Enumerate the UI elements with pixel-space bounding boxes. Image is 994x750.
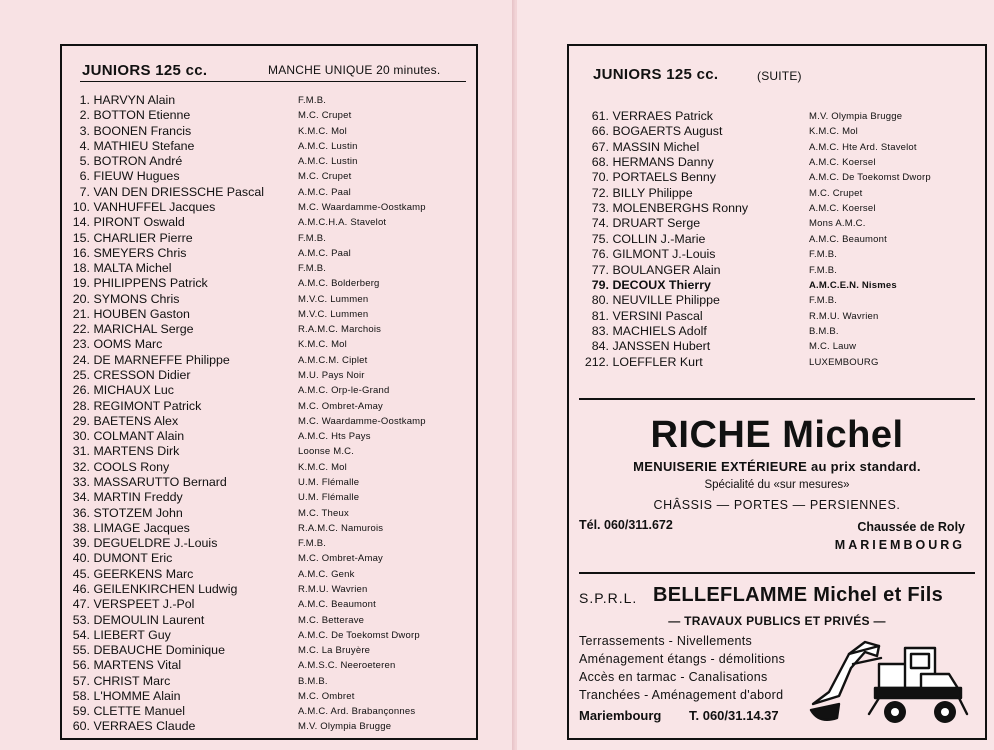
entry-name: CHARLIER Pierre	[90, 230, 193, 245]
entry-number: 22.	[72, 322, 90, 337]
entry-club: K.M.C. Mol	[298, 125, 347, 137]
right-frame	[567, 44, 987, 740]
entry-row	[50, 306, 369, 321]
entry-row	[50, 199, 426, 214]
entry-row	[50, 352, 368, 367]
entry-name: HARVYN Alain	[90, 93, 176, 107]
entry-row	[50, 291, 369, 306]
entry-row	[557, 139, 917, 154]
entry-name: SYMONS Chris	[90, 291, 180, 306]
entry-number: 3.	[79, 123, 90, 138]
entry-row	[50, 581, 368, 596]
entry-number: 70.	[591, 170, 609, 185]
entry-row	[50, 444, 355, 459]
entry-name: DE MARNEFFE Philippe	[90, 352, 230, 367]
entry-name: VAN DEN DRIESSCHE Pascal	[90, 184, 264, 199]
entry-club: B.M.B.	[809, 325, 839, 337]
entry-row	[50, 719, 392, 734]
entry-name: LIMAGE Jacques	[90, 520, 190, 535]
entry-number: 45.	[72, 566, 90, 581]
entry-number: 18.	[72, 261, 90, 276]
entry-number: 21.	[72, 306, 90, 321]
entry-row	[50, 245, 351, 260]
entry-club: F.M.B.	[809, 264, 838, 276]
entry-club: A.M.C. Beaumont	[298, 599, 376, 611]
entry-number: 31.	[72, 444, 90, 459]
entry-row	[50, 383, 390, 398]
entry-club: M.V. Olympia Brugge	[809, 111, 903, 122]
entry-row	[557, 185, 863, 200]
entry-club: A.M.C. De Toekomst Dworp	[809, 172, 931, 184]
entry-club: F.M.B.	[298, 263, 327, 275]
entry-club: A.M.C. Lustin	[298, 140, 358, 152]
entry-club: A.M.C. Paal	[298, 186, 351, 198]
entry-club: LUXEMBOURG	[809, 356, 879, 368]
entry-number: 1.	[79, 93, 90, 107]
entry-number: 80.	[591, 293, 609, 308]
entry-number: 19.	[72, 276, 90, 291]
entry-club: A.M.C. Hts Pays	[298, 431, 371, 443]
entry-row	[557, 247, 838, 262]
entry-club: A.M.C. Paal	[298, 247, 351, 259]
ad-divider-top	[579, 398, 975, 400]
entry-club: A.M.C. Genk	[298, 568, 355, 580]
entry-name: MOLENBERGHS Ronny	[609, 201, 749, 216]
entry-name: BAETENS Alex	[90, 413, 179, 428]
entry-club: Mons A.M.C.	[809, 218, 866, 230]
entry-number: 53.	[72, 612, 90, 627]
entry-name: MASSIN Michel	[609, 139, 700, 154]
entry-number: 72.	[591, 185, 609, 200]
left-subtitle: MANCHE UNIQUE 20 minutes.	[268, 63, 441, 77]
entry-row	[50, 184, 351, 199]
entry-row	[557, 231, 887, 246]
entry-row	[557, 170, 931, 185]
entry-number: 30.	[72, 429, 90, 444]
entry-name: GILMONT J.-Louis	[609, 247, 716, 262]
entry-name: MASSARUTTO Bernard	[90, 475, 227, 489]
entry-row	[557, 124, 858, 139]
right-page	[517, 0, 994, 750]
riche-town: MARIEMBOURG	[834, 538, 965, 552]
entry-name: DECOUX Thierry	[609, 277, 711, 292]
entry-name: VERRAES Patrick	[609, 109, 713, 123]
entry-row	[50, 612, 365, 627]
entry-number: 4.	[79, 138, 90, 153]
belleflamme-service: Tranchées - Aménagement d'abord	[579, 688, 784, 702]
entry-row	[50, 138, 358, 153]
entry-name: CRESSON Didier	[90, 368, 191, 383]
entry-number: 79.	[591, 277, 609, 292]
entry-name: BOTTON Etienne	[90, 108, 191, 123]
entry-club: M.C. Betterave	[298, 614, 365, 626]
entry-club: M.V.C. Lummen	[298, 308, 369, 320]
left-frame	[60, 44, 478, 740]
entry-name: JANSSEN Hubert	[609, 339, 711, 354]
entry-name: MARICHAL Serge	[90, 322, 194, 337]
entry-club: F.M.B.	[298, 538, 327, 550]
entry-name: GEERKENS Marc	[90, 566, 194, 581]
entry-row	[50, 322, 382, 337]
entry-number: 39.	[72, 536, 90, 551]
entry-number: 38.	[72, 520, 90, 535]
entry-row	[557, 339, 857, 354]
entry-number: 58.	[72, 688, 90, 703]
entry-number: 56.	[72, 658, 90, 673]
entry-name: DEMOULIN Laurent	[90, 612, 205, 627]
entry-club: A.M.S.C. Neeroeteren	[298, 660, 396, 672]
entry-number: 81.	[591, 308, 609, 323]
entry-number: 36.	[72, 505, 90, 520]
entry-club: M.C. Ombret-Amay	[298, 400, 384, 412]
belleflamme-service: Terrassements - Nivellements	[579, 634, 753, 648]
entry-club: M.C. Waardamme-Oostkamp	[298, 201, 426, 213]
entry-row	[557, 308, 879, 323]
entry-club: B.M.B.	[298, 675, 328, 687]
belleflamme-tagline: — TRAVAUX PUBLICS ET PRIVÉS —	[668, 614, 886, 628]
entry-row	[50, 459, 347, 474]
entry-row	[50, 551, 384, 566]
entry-name: VERRAES Claude	[90, 719, 196, 734]
entry-row	[50, 261, 327, 276]
entry-number: 25.	[72, 368, 90, 383]
entry-number: 83.	[591, 323, 609, 338]
entry-row	[557, 293, 838, 308]
entry-row	[557, 262, 838, 277]
entry-number: 75.	[591, 231, 609, 246]
entry-number: 28.	[72, 398, 90, 413]
riche-phone: Tél. 060/311.672	[579, 518, 673, 532]
entry-number: 77.	[591, 262, 609, 277]
entry-club: A.M.C. Orp-le-Grand	[298, 385, 390, 397]
entry-club: M.V.C. Lummen	[298, 293, 369, 305]
entry-name: PORTAELS Benny	[609, 170, 716, 185]
entry-club: M.C. Lauw	[809, 341, 857, 353]
entry-row	[50, 123, 347, 138]
entry-row	[50, 413, 426, 428]
entry-club: A.M.C.H.A. Stavelot	[298, 217, 387, 229]
entry-number: 15.	[72, 230, 90, 245]
entry-number: 32.	[72, 459, 90, 474]
entry-number: 55.	[72, 643, 90, 658]
entry-row	[50, 643, 371, 658]
left-title: JUNIORS 125 cc.	[82, 62, 208, 79]
entry-name: MARTIN Freddy	[90, 490, 183, 505]
entry-row	[50, 169, 352, 184]
belleflamme-phone: T. 060/31.14.37	[689, 708, 779, 723]
entry-name: LIEBERT Guy	[90, 627, 171, 642]
entry-name: MALTA Michel	[90, 261, 172, 276]
entry-club: M.C. Waardamme-Oostkamp	[298, 415, 426, 427]
entry-row	[557, 277, 897, 292]
entry-number: 66.	[591, 124, 609, 139]
entry-club: M.C. Ombret	[298, 690, 355, 702]
ad-divider-bottom	[579, 572, 975, 574]
entry-name: SMEYERS Chris	[90, 245, 187, 260]
entry-number: 60.	[72, 719, 90, 734]
entry-club: U.M. Flémalle	[298, 492, 360, 504]
entry-name: DUMONT Eric	[90, 551, 173, 566]
entry-name: PIRONT Oswald	[90, 215, 185, 230]
entry-number: 6.	[79, 169, 90, 184]
entry-row	[557, 201, 876, 216]
entry-club: A.M.C. Bolderberg	[298, 278, 380, 290]
entry-number: 16.	[72, 245, 90, 260]
entry-name: MACHIELS Adolf	[609, 323, 707, 338]
entry-name: BILLY Philippe	[609, 185, 693, 200]
entry-club: K.M.C. Mol	[809, 126, 858, 138]
entry-row	[50, 520, 384, 535]
riche-speciality: Spécialité du «sur mesures»	[704, 479, 850, 491]
entry-club: A.M.C. Hte Ard. Stavelot	[809, 141, 917, 153]
entry-name: STOTZEM John	[90, 505, 183, 520]
entry-number: 7.	[79, 184, 90, 199]
entry-row	[557, 323, 839, 338]
entry-name: BOGAERTS August	[609, 124, 723, 139]
entry-number: 57.	[72, 673, 90, 688]
entry-row	[50, 566, 355, 581]
entry-club: A.M.C. Lustin	[298, 156, 358, 168]
entry-club: M.C. Crupet	[298, 110, 352, 122]
entry-name: MARTENS Dirk	[90, 444, 180, 459]
entry-number: 47.	[72, 597, 90, 612]
riche-name: RICHE Michel	[650, 414, 904, 456]
entry-row	[50, 627, 420, 642]
entry-row	[50, 597, 376, 612]
entry-number: 2.	[79, 108, 90, 123]
entry-number: 61.	[591, 109, 609, 123]
entry-name: BOONEN Francis	[90, 123, 192, 138]
entry-row	[50, 429, 371, 444]
entry-row	[50, 673, 328, 688]
left-header-rule	[80, 81, 466, 82]
entry-club: R.A.M.C. Namurois	[298, 522, 384, 534]
entry-name: CHRIST Marc	[90, 673, 171, 688]
entry-club: A.M.C. Ard. Brabançonnes	[298, 706, 416, 718]
entry-number: 67.	[591, 139, 609, 154]
belleflamme-town: Mariembourg	[579, 708, 662, 723]
entry-row	[50, 215, 387, 230]
entry-number: 10.	[72, 199, 90, 214]
entry-number: 23.	[72, 337, 90, 352]
entry-row	[50, 154, 358, 169]
entry-row	[50, 536, 327, 551]
entry-club: M.V. Olympia Brugge	[298, 721, 392, 733]
entry-club: A.M.C. De Toekomst Dworp	[298, 629, 420, 641]
entry-name: MARTENS Vital	[90, 658, 182, 673]
entry-number: 29.	[72, 413, 90, 428]
entry-name: DRUART Serge	[609, 216, 701, 231]
riche-products: CHÂSSIS — PORTES — PERSIENNES.	[653, 498, 901, 512]
entry-club: R.M.U. Wavrien	[298, 583, 368, 595]
entry-club: M.C. Ombret-Amay	[298, 553, 384, 565]
entry-number: 73.	[591, 201, 609, 216]
entry-name: COLLIN J.-Marie	[609, 231, 706, 246]
entry-club: M.C. Crupet	[809, 187, 863, 199]
entry-row	[50, 368, 365, 383]
entry-number: 84.	[591, 339, 609, 354]
belleflamme-service: Aménagement étangs - démolitions	[579, 652, 786, 666]
entry-row	[557, 216, 866, 231]
entry-club: F.M.B.	[298, 95, 327, 106]
entry-number: 59.	[72, 704, 90, 719]
entry-club: A.M.C.M. Ciplet	[298, 354, 368, 366]
entry-name: VERSINI Pascal	[609, 308, 703, 323]
entry-number: 46.	[72, 581, 90, 596]
entry-name: NEUVILLE Philippe	[609, 293, 720, 308]
entry-number: 76.	[591, 247, 609, 262]
entry-row	[557, 109, 903, 123]
entry-number: 26.	[72, 383, 90, 398]
entry-name: COLMANT Alain	[90, 429, 185, 444]
entry-club: A.M.C. Beaumont	[809, 233, 887, 245]
entry-number: 34.	[72, 490, 90, 505]
right-title: JUNIORS 125 cc.	[593, 66, 719, 83]
entry-club: Loonse M.C.	[298, 446, 355, 458]
entry-row	[50, 93, 327, 107]
entry-name: VERSPEET J.-Pol	[90, 597, 195, 612]
entry-club: M.U. Pays Noir	[298, 370, 365, 382]
entry-name: HOUBEN Gaston	[90, 306, 190, 321]
entry-name: GEILENKIRCHEN Ludwig	[90, 581, 238, 596]
entry-name: BOULANGER Alain	[609, 262, 721, 277]
belleflamme-prefix: S.P.R.L.	[579, 590, 638, 606]
entry-club: A.M.C. Koersel	[809, 157, 876, 169]
right-subtitle: (SUITE)	[757, 69, 802, 83]
entry-number: 5.	[79, 154, 90, 169]
entry-name: DEGUELDRE J.-Louis	[90, 536, 218, 551]
entry-row	[50, 704, 416, 719]
entry-club: M.C. Theux	[298, 507, 349, 519]
entry-club: F.M.B.	[298, 232, 327, 244]
entry-name: LOEFFLER Kurt	[609, 354, 703, 369]
entry-name: REGIMONT Patrick	[90, 398, 202, 413]
entry-row	[557, 354, 879, 369]
entry-club: U.M. Flémalle	[298, 477, 360, 488]
riche-street: Chaussée de Roly	[857, 520, 965, 534]
entry-row	[50, 276, 380, 291]
riche-tagline: MENUISERIE EXTÉRIEURE au prix standard.	[633, 459, 921, 474]
entry-club: R.A.M.C. Marchois	[298, 324, 382, 336]
entry-row	[50, 475, 360, 489]
entry-row	[50, 398, 384, 413]
belleflamme-service: Accès en tarmac - Canalisations	[579, 670, 768, 684]
excavator-icon	[809, 634, 969, 730]
entry-number: 68.	[591, 155, 609, 170]
entry-club: K.M.C. Mol	[298, 461, 347, 473]
entry-number: 14.	[72, 215, 90, 230]
entry-club: M.C. Crupet	[298, 171, 352, 183]
entry-name: HERMANS Danny	[609, 155, 714, 170]
entry-name: L'HOMME Alain	[90, 688, 181, 703]
entry-row	[557, 155, 876, 170]
entry-name: CLETTE Manuel	[90, 704, 186, 719]
entry-name: MICHAUX Luc	[90, 383, 174, 398]
entry-row	[50, 108, 352, 123]
entry-name: OOMS Marc	[90, 337, 163, 352]
entry-name: BOTRON André	[90, 154, 183, 169]
entry-number: 54.	[72, 627, 90, 642]
entry-row	[50, 230, 327, 245]
entry-club: F.M.B.	[809, 295, 838, 307]
entry-club: F.M.B.	[809, 249, 838, 261]
entry-club: M.C. La Bruyère	[298, 645, 371, 657]
entry-club: A.M.C.E.N. Nismes	[809, 279, 897, 291]
entry-name: PHILIPPENS Patrick	[90, 276, 208, 291]
entry-number: 212.	[584, 354, 609, 369]
entry-row	[50, 658, 396, 673]
entry-name: VANHUFFEL Jacques	[90, 199, 216, 214]
entry-row	[50, 337, 347, 352]
entry-row	[50, 505, 349, 520]
entry-number: 74.	[591, 216, 609, 231]
entry-row	[50, 688, 355, 703]
entry-name: COOLS Rony	[90, 459, 170, 474]
entry-club: K.M.C. Mol	[298, 339, 347, 351]
entry-club: R.M.U. Wavrien	[809, 310, 879, 322]
entry-name: DEBAUCHE Dominique	[90, 643, 225, 658]
entry-name: MATHIEU Stefane	[90, 138, 195, 153]
belleflamme-name: BELLEFLAMME Michel et Fils	[653, 584, 944, 606]
entry-number: 24.	[72, 352, 90, 367]
entry-number: 33.	[72, 475, 90, 489]
entry-name: FIEUW Hugues	[90, 169, 180, 184]
entry-club: A.M.C. Koersel	[809, 203, 876, 215]
entry-row	[50, 490, 360, 505]
entry-number: 40.	[72, 551, 90, 566]
entry-number: 20.	[72, 291, 90, 306]
